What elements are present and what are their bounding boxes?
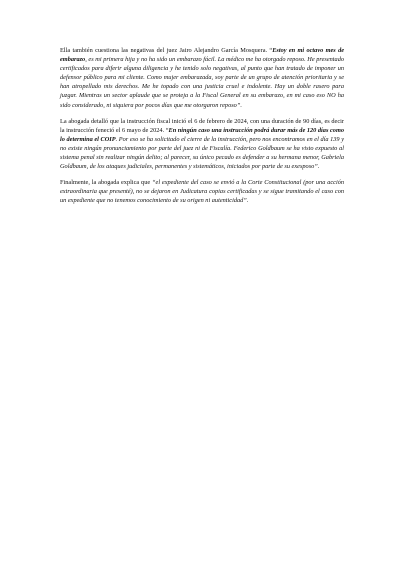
text-run-italic: “el expediente del caso se envió a la Corte Constitucional (por una acción extraordinaria que presenté), no se dejaron en Judicatura copias certificadas y se sigue tramitando el caso con un expediente que no tenemos conocimiento de su origen ni autenticidad”. — [60, 179, 344, 205]
text-run: Ella también cuestiona las negativas del juez Jairo Alejandro García Mosquera. “ — [60, 47, 273, 54]
text-run-bold-italic: Estoy en mi octavo mes de embarazo — [60, 47, 345, 64]
text-run-italic: , es mi primera hija y no ha sido un embarazo fácil. La médico me ha otorgado reposo. He presentado certificados para diferir alguna diligencia y he tenido solo negativas, al punto que han tratado de imponer un defensor público para mi cliente. Como mujer embarazada, soy parte de un grupo de atención prioritaria y se han atropellado mis derechos. Me he topado con una justicia cruel e indolente. Hay un doble rasero para juzgar. Mientras un sector aplaude que se proteja a la Fiscal General en su embarazo, en mi caso eso NO ha sido considerado, ni siquiera por pocos días que me otorgaron reposo”. — [60, 56, 344, 109]
text-run-bold-italic: En ningún caso una instrucción podrá durar más de 120 días como lo determina el COIP — [60, 126, 344, 143]
text-run-italic: . Por eso se ha solicitado el cierre de la instrucción, pero nos encontramos en el día 139 y no existe ningún pronunciamiento por parte del juez ni de Fiscalía. Federico Goldbaum se ha visto expuesto al sistema penal sin realizar ningún delito; al parecer, su único pecado es defender a su hermana menor, Gabriela Goldbaum, de los ataques judiciales, permanentes y sistemáticos, iniciados por parte de su exesposo”. — [60, 135, 344, 171]
paragraph-fiscal-instruction — [60, 117, 344, 172]
text-run: Finalmente, la abogada explica que — [60, 179, 153, 187]
paragraph-judge-refusals — [60, 46, 344, 110]
paragraph-constitutional-court — [60, 178, 344, 205]
text-run: La abogada detalló que la instrucción fiscal inició el 6 de febrero de 2024, con una duración de 90 días, es decir la instrucción feneció el 6 mayo de 2024. “ — [60, 117, 344, 134]
